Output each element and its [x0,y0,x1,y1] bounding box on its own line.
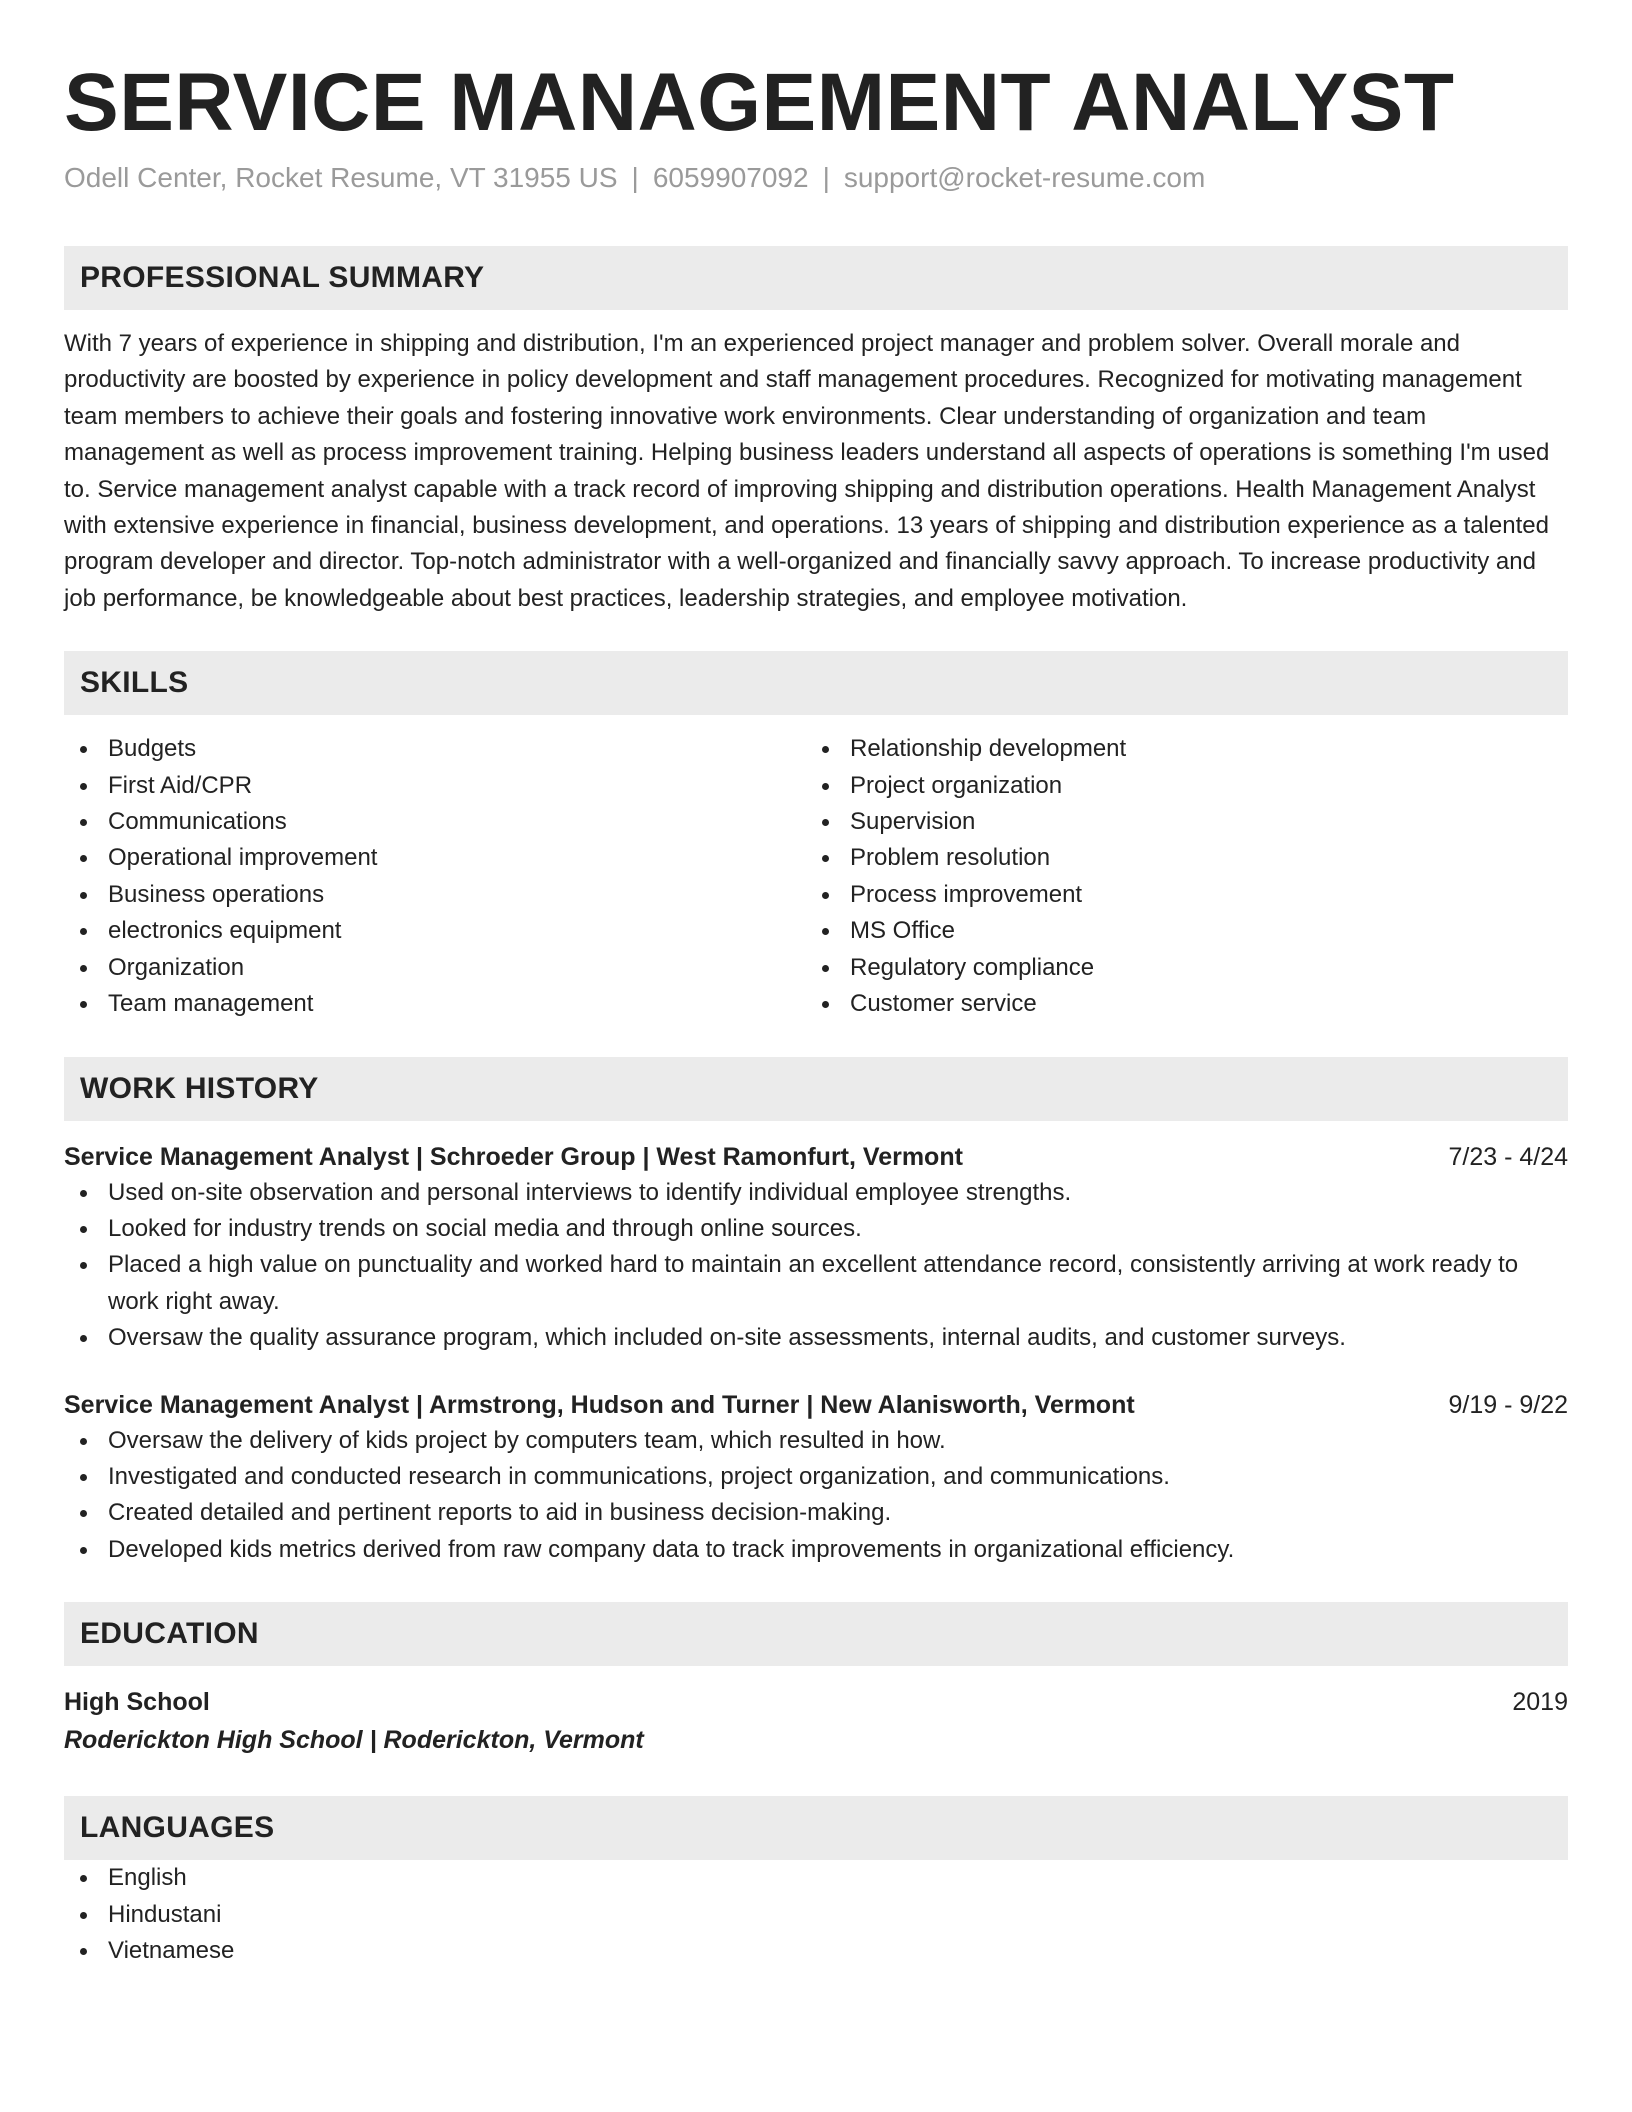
job-dates: 7/23 - 4/24 [1448,1142,1568,1171]
language-item: English [64,1860,1568,1896]
section-header-work-history: WORK HISTORY [64,1057,1568,1121]
skills-column-right [806,731,1548,1022]
contact-separator: | [822,162,830,193]
skill-item: Budgets [64,731,806,767]
job-title: Service Management Analyst | Schroeder Group | West Ramonfurt, Vermont [64,1142,963,1171]
skill-item: Problem resolution [806,840,1548,876]
section-header-education: EDUCATION [64,1602,1568,1666]
skill-item: Process improvement [806,877,1548,913]
job-title-row [64,1139,1568,1175]
job-bullet: Used on-site observation and personal interviews to identify individual employee strengths. [64,1175,1568,1211]
skill-item: Organization [64,950,806,986]
skill-item: Business operations [64,877,806,913]
job-bullet: Oversaw the quality assurance program, which included on-site assessments, internal audits, and customer surveys. [64,1320,1568,1356]
section-header-languages: LANGUAGES [64,1796,1568,1860]
contact-line [64,160,1568,196]
job-entry [64,1387,1568,1569]
resume-name: SERVICE MANAGEMENT ANALYST [64,57,1455,148]
education-row [64,1684,1568,1720]
contact-email: support@rocket-resume.com [843,162,1206,193]
skill-item: Relationship development [806,731,1548,767]
job-bullet: Developed kids metrics derived from raw company data to track improvements in organizational efficiency. [64,1532,1568,1568]
job-bullet: Investigated and conducted research in communications, project organization, and communications. [64,1459,1568,1495]
skill-item: MS Office [806,913,1548,949]
education-degree: High School [64,1688,210,1717]
job-bullet: Looked for industry trends on social media and through online sources. [64,1211,1568,1247]
skill-item: Communications [64,804,806,840]
skill-item: Project organization [806,768,1548,804]
section-header-skills: SKILLS [64,651,1568,715]
language-item: Hindustani [64,1897,1568,1933]
skills-list [64,731,1568,1022]
skill-item: First Aid/CPR [64,768,806,804]
languages-list [64,1860,1568,1969]
job-title: Service Management Analyst | Armstrong, Hudson and Turner | New Alanisworth, Vermont [64,1390,1135,1419]
skill-item: electronics equipment [64,913,806,949]
section-header-summary: PROFESSIONAL SUMMARY [64,246,1568,310]
job-bullet: Oversaw the delivery of kids project by computers team, which resulted in how. [64,1423,1568,1459]
job-bullets [64,1423,1568,1569]
skill-item: Supervision [806,804,1548,840]
education-school: Roderickton High School | Roderickton, Vermont [64,1726,644,1755]
resume-page [64,0,1568,1969]
skill-item: Customer service [806,986,1548,1022]
skills-column-left [64,731,806,1022]
skill-item: Team management [64,986,806,1022]
contact-separator: | [631,162,639,193]
skill-item: Regulatory compliance [806,950,1548,986]
skill-item: Operational improvement [64,840,806,876]
job-bullets [64,1175,1568,1357]
job-dates: 9/19 - 9/22 [1448,1390,1568,1419]
education-year: 2019 [1512,1688,1568,1717]
job-entry [64,1139,1568,1357]
language-item: Vietnamese [64,1933,1568,1969]
job-bullet: Created detailed and pertinent reports to aid in business decision-making. [64,1495,1568,1531]
job-title-row [64,1387,1568,1423]
job-bullet: Placed a high value on punctuality and worked hard to maintain an excellent attendance record, consistently arriving at work ready to work right away. [64,1247,1568,1320]
contact-phone: 6059907092 [652,162,809,193]
summary-text: With 7 years of experience in shipping and distribution, I'm an experienced project manager and problem solver. Overall morale and productivity are boosted by experience in policy development and staff management procedures. Recognized for motivating management team members to achieve their goals and fostering innovative work environments. Clear understanding of organization and team management as well as process improvement training. Helping business leaders understand all aspects of operations is something I'm used to. Service management analyst capable with a track record of improving shipping and distribution operations. Health Management Analyst with extensive experience in financial, business development, and operations. 13 years of shipping and distribution experience as a talented program developer and director. Top-notch administrator with a well-organized and financially savvy approach. To increase productivity and job performance, be knowledgeable about best practices, leadership strategies, and employee motivation. [64,330,1550,612]
contact-address: Odell Center, Rocket Resume, VT 31955 US [64,162,618,193]
